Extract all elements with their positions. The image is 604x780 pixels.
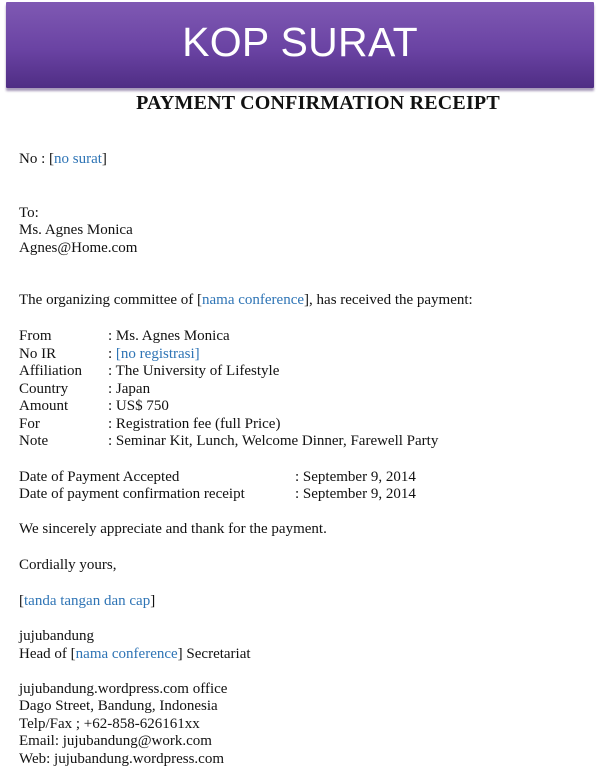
office-address: Dago Street, Bandung, Indonesia xyxy=(19,698,218,714)
detail-label: From xyxy=(19,328,52,344)
letterhead-text: KOP SURAT xyxy=(182,18,418,65)
detail-row: No IR : [no registrasi] xyxy=(19,346,200,362)
signer-name: jujubandung xyxy=(19,628,94,644)
office-web: Web: jujubandung.wordpress.com xyxy=(19,751,225,767)
registration-placeholder: [no registrasi] xyxy=(115,346,200,362)
detail-value: Seminar Kit, Lunch, Welcome Dinner, Farewell Party xyxy=(115,433,439,449)
signer-role-end: Secretariat xyxy=(182,646,251,662)
date-value: September 9, 2014 xyxy=(302,469,416,485)
date-label: Date of payment confirmation receipt xyxy=(19,486,245,502)
recipient-to: To: xyxy=(19,205,39,221)
letter-number-placeholder: no surat xyxy=(54,151,102,167)
intro-sentence: The organizing committee of [nama conference], has received the payment: xyxy=(19,292,473,308)
detail-value: The University of Lifestyle xyxy=(115,363,280,379)
letter-number: No : [no surat] xyxy=(19,151,107,167)
date-value: September 9, 2014 xyxy=(302,486,416,502)
thanks-line: We sincerely appreciate and thank for the payment. xyxy=(19,521,327,537)
office-email: Email: jujubandung@work.com xyxy=(19,733,212,749)
date-row: Date of Payment Accepted : September 9, 2014 xyxy=(19,469,416,485)
office-line: jujubandung.wordpress.com office xyxy=(19,681,228,697)
closing-line: Cordially yours, xyxy=(19,557,117,573)
detail-value: Registration fee (full Price) xyxy=(115,416,281,432)
detail-label: Note xyxy=(19,433,49,449)
detail-label: Affiliation xyxy=(19,363,83,379)
detail-label: Country xyxy=(19,381,69,397)
detail-label: No IR xyxy=(19,346,57,362)
detail-value: Ms. Agnes Monica xyxy=(115,328,230,344)
detail-label: For xyxy=(19,416,40,432)
detail-row: Amount : US$ 750 xyxy=(19,398,169,414)
document-title: PAYMENT CONFIRMATION RECEIPT xyxy=(136,92,500,114)
intro-text: The organizing committee of xyxy=(19,292,198,308)
intro-text-end: , has received the payment: xyxy=(309,292,473,308)
detail-row: Note : Seminar Kit, Lunch, Welcome Dinner, Farewell Party xyxy=(19,433,439,449)
detail-row: From : Ms. Agnes Monica xyxy=(19,328,230,344)
date-row: Date of payment confirmation receipt : September 9, 2014 xyxy=(19,486,416,502)
date-label: Date of Payment Accepted xyxy=(19,469,180,485)
recipient-email: Agnes@Home.com xyxy=(19,240,138,256)
recipient-name: Ms. Agnes Monica xyxy=(19,222,133,238)
conference-placeholder: nama conference xyxy=(202,292,305,308)
signature-placeholder: [tanda tangan dan cap] xyxy=(19,593,156,609)
detail-row: For : Registration fee (full Price) xyxy=(19,416,281,432)
detail-value: US$ 750 xyxy=(115,398,169,414)
detail-row: Affiliation : The University of Lifestyle xyxy=(19,363,280,379)
conference-placeholder-2: nama conference xyxy=(75,646,178,662)
office-phone: Telp/Fax ; +62-858-626161xx xyxy=(19,716,200,732)
detail-label: Amount xyxy=(19,398,69,414)
detail-value: Japan xyxy=(115,381,151,397)
signer-role-text: Head of xyxy=(19,646,71,662)
signature-text: tanda tangan dan cap xyxy=(24,593,151,609)
signer-role: Head of [nama conference] Secretariat xyxy=(19,646,251,662)
detail-row: Country : Japan xyxy=(19,381,151,397)
letterhead-banner xyxy=(6,2,594,88)
letter-number-label: No : xyxy=(19,151,49,167)
